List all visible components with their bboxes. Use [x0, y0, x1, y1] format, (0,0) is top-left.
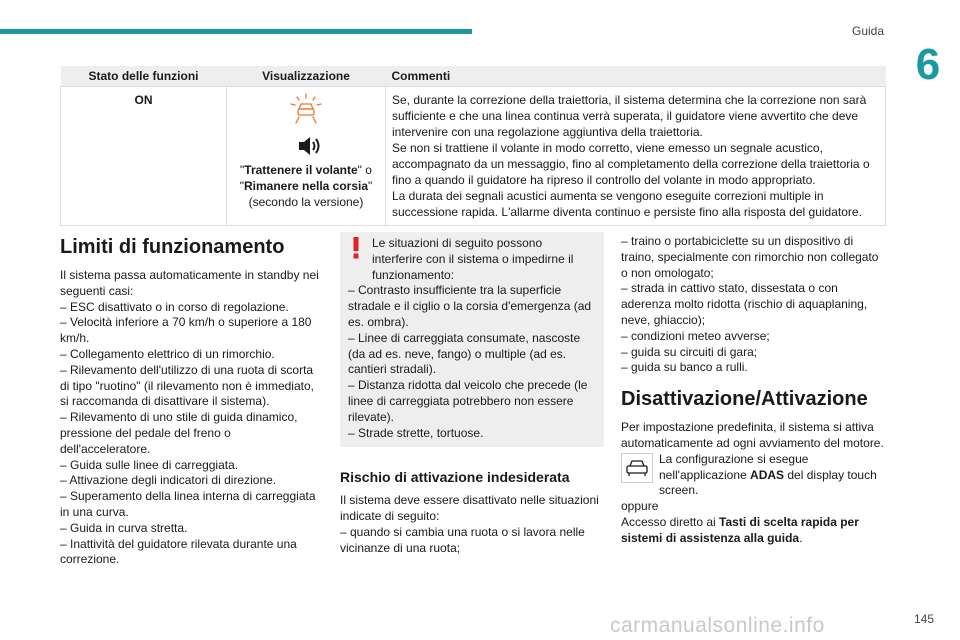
message-lane: Rimanere nella corsia — [243, 179, 369, 193]
watermark: carmanualsonline.info — [610, 614, 825, 637]
visualization-cell — [227, 87, 386, 226]
limits-intro: Il sistema passa automaticamente in standby nei seguenti casi: — [60, 268, 319, 298]
list-item: – Velocità inferiore a 70 km/h o superiore a 180 km/h. — [60, 315, 312, 346]
table-header: Commenti — [386, 66, 886, 87]
list-item: – guida su circuiti di gara; — [621, 344, 758, 359]
list-item: – Rilevamento dell'utilizzo di una ruota di scorta di tipo "ruotino" (il rilevamento non è immediato, si raccomanda di disattivare il sistema). — [60, 362, 314, 409]
adas-app-name: ADAS — [750, 467, 785, 482]
oppure-text: oppure — [621, 499, 659, 514]
table-header: Visualizzazione — [227, 66, 386, 87]
middle-column — [340, 232, 604, 557]
list-item: – Contrasto insufficiente tra la superficie stradale e il ciglio o la corsia d'emergenza (ad es. ombra). — [348, 283, 592, 329]
list-item: – Collegamento elettrico di un rimorchio. — [60, 346, 275, 361]
list-item: – Rilevamento di uno stile di guida dinamico, pressione del pedale del freno o dell'acceleratore. — [60, 410, 298, 456]
table-header: Stato delle funzioni — [61, 66, 227, 87]
chapter-number: 6 — [915, 40, 941, 89]
car-icon — [621, 453, 653, 483]
limits-column — [60, 234, 322, 568]
list-item: – Strade strette, tortuose. — [348, 425, 484, 440]
header-accent-bar — [0, 29, 472, 34]
table-header-row — [61, 66, 886, 87]
lane-keep-warning-icon — [288, 92, 324, 126]
list-item: – Distanza ridotta dal veicolo che precede (le linee di carreggiata potrebbero non essere rilevate). — [348, 378, 588, 424]
comment-paragraph: Se, durante la correzione della traiettoria, il sistema determina che la correzione non sarà sufficiente e che una linea continua verrà superata, il guidatore viene avvertito che deve intervenire con una regolazione aggiuntiva della traiettoria. — [392, 93, 867, 139]
warning-intro: Le situazioni di seguito possono interferire con il sistema o impedirne il funzionamento: — [372, 236, 574, 282]
section-name: Guida — [852, 24, 885, 38]
list-item: – Guida sulle linee di carreggiata. — [60, 457, 239, 472]
shortcut-keys: Tasti di scelta rapida per sistemi di assistenza alla guida — [621, 514, 859, 545]
risk-heading: Rischio di attivazione indesiderata — [340, 469, 570, 486]
list-item: – Guida in curva stretta. — [60, 520, 188, 535]
deactivation-heading: Disattivazione/Attivazione — [621, 388, 868, 411]
message-steer: Trattenere il volante — [244, 163, 358, 177]
list-item: – strada in cattivo stato, dissestata o con aderenza molto ridotta (rischio di aquaplaning, neve, ghiaccio); — [621, 281, 868, 327]
list-item: – Attivazione degli indicatori di direzione. — [60, 473, 277, 488]
list-item: – ESC disattivato o in corso di regolazione. — [60, 299, 289, 314]
risk-intro: Il sistema deve essere disattivato nelle situazioni indicate di seguito: — [340, 493, 599, 524]
page-number: 145 — [914, 612, 935, 626]
comment-paragraph: Se non si trattiene il volante in modo corretto, viene emesso un segnale acustico, accompagnato da un messaggio, fino al completamento della correzione della traiettoria o fino a quando il guidatore ha ripreso il controllo del volante in modo appropriato. — [392, 141, 870, 187]
exclamation-icon — [350, 237, 362, 259]
limits-heading: Limiti di funzionamento — [60, 236, 285, 258]
direct-access-text: Accesso diretto ai Tasti di scelta rapida per sistemi di assistenza alla guida. — [621, 514, 859, 545]
list-item: – condizioni meteo avverse; — [621, 328, 770, 343]
warning-box — [340, 232, 604, 447]
table-row — [61, 87, 886, 226]
comment-paragraph: La durata dei segnali acustici aumenta se vengono eseguite correzioni multiple in successione rapida. L'allarme diventa continuo e persiste fino alla risposta del guidatore. — [392, 189, 862, 219]
status-table — [60, 66, 886, 226]
list-item: – Inattività del guidatore rilevata durante una correzione. — [60, 536, 297, 567]
list-item: – guida su banco a rulli. — [621, 360, 748, 375]
list-item: – traino o portabiciclette su un dispositivo di traino, specialmente con rimorchio non collegato o non omologato; — [621, 234, 879, 280]
adas-config: La configurazione si esegue nell'applicazione ADAS del display touch screen. — [621, 452, 885, 499]
state-cell: ON — [61, 87, 227, 226]
speaker-icon — [297, 134, 323, 158]
visualization-text: "Trattenere il volante" o "Rimanere nella corsia" (secondo la versione) — [239, 163, 373, 209]
comments-cell — [386, 87, 886, 226]
right-column — [621, 234, 885, 547]
list-item: – Linee di carreggiata consumate, nascoste (da ad es. neve, fango) o multiple (ad es. cantieri stradali). — [348, 330, 581, 377]
list-item: – quando si cambia una ruota o si lavora nelle vicinanze di una ruota; — [340, 524, 585, 555]
list-item: – Superamento della linea interna di carreggiata in una curva. — [60, 489, 316, 519]
deactivation-intro: Per impostazione predefinita, il sistema si attiva automaticamente ad ogni avviamento del motore. — [621, 420, 884, 450]
